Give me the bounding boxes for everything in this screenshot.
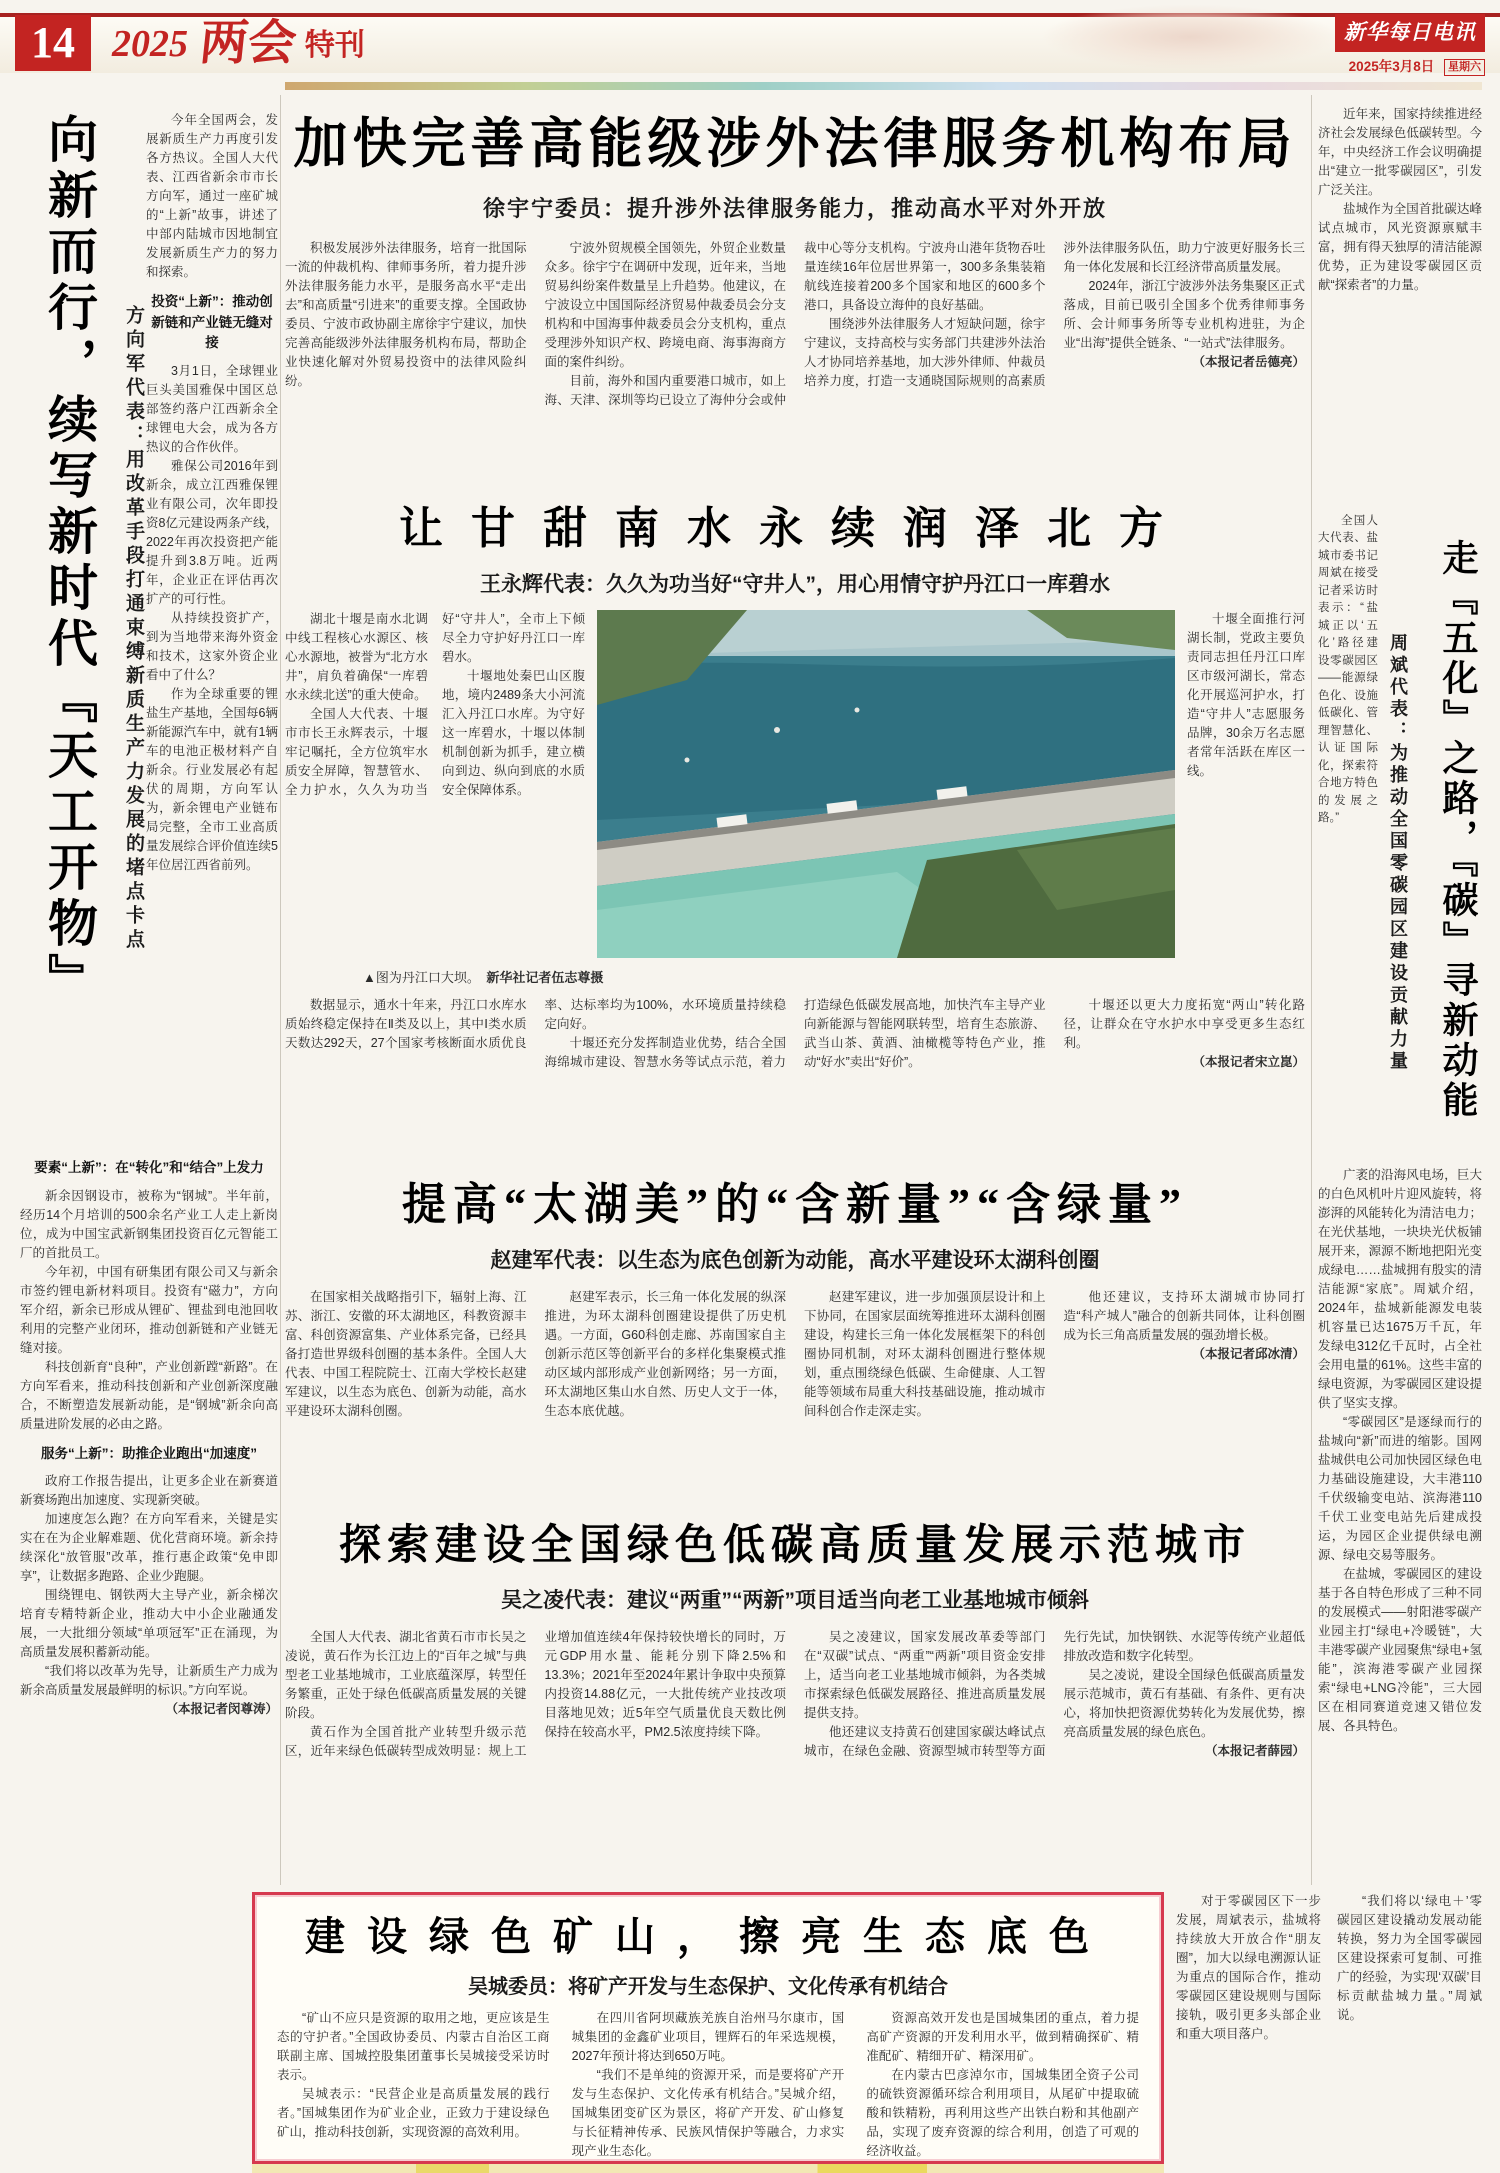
body-paragraph: 赵建军建议，进一步加强顶层设计和上下协同，在国家层面统筹推进环太湖科创圈建设，构建长三角一体化发展框架下的科创圈协同机制，对环太湖科创圈进行整体规划，重点围绕绿色低碳、生命健康、人工智能等领域布局重大科技基础设施，推动城市间科创合作走深走实。 [804,1290,1046,1418]
article-zerocarbon-narrow-column [1318,513,1378,1158]
article-water-middle [285,610,1305,962]
article-xinyu [20,95,278,1885]
caption-credit: 新华社记者伍志尊摄 [486,970,604,985]
body-paragraph: 在内蒙古巴彦淖尔市，国城集团全资子公司的硫铁资源循环综合利用项目，从尾矿中提取硫酸和铁精粉，再利用这些产出铁白粉和其他副产品，实现了废弃资源的综合利用，创造了可观的经济收益。 [866,2068,1139,2158]
edition-lianghui: 两会 [197,17,300,70]
column-rule-left [280,95,281,1885]
article-legal-body [285,239,1305,501]
weekday-badge: 星期六 [1444,59,1485,76]
body-paragraph: 在国家相关战略指引下，辐射上海、江苏、浙江、安徽的环太湖地区，科教资源丰富、科创资源富集、产业体系完备，已经具备打造世界级科创圈的基本条件。全国人大代表、中国工程院院士、江南大学校长赵建军建议，以生态为底色、创新为动能，高水平建设环太湖科创圈。 [285,1290,527,1418]
article-mine-subhead: 吴城委员：将矿产开发与生态保护、文化传承有机结合 [468,1976,948,1998]
bottom-decorative-strip [252,2164,1164,2173]
body-paragraph: 近年来，国家持续推进经济社会发展绿色低碳转型。今年，中央经济工作会议明确提出“建立一批零碳园区”，引发广泛关注。 [1318,107,1482,197]
body-paragraph: “我们不是单纯的资源开采，而是要将矿产开发与生态保护、文化传承有机结合。”吴城介绍，国城集团变矿区为景区，将矿产开发、矿山修复与长征精神传承、民族风情保护等融合，力求实现产业生态化。 [571,2068,845,2158]
article-mine-body [277,2009,1139,2167]
body-paragraph: 全国人大代表、盐城市委书记周斌在接受记者采访时表示：“盐城正以‘五化’路径建设零碳园区——能源绿色化、设施低碳化、管理智慧化、认证国际化，探索符合地方特色的发展之路。” [1318,515,1378,824]
photo-caption [285,968,1305,988]
body-paragraph: 十堰还充分发挥制造业优势，结合全国海绵城市建设、智慧水务等试点示范，着力打造绿色低碳发展高地，加快汽车主导产业向新能源与智能网联转型，培育生态旅游、武当山茶、黄酒、油橄榄等特色产业，推动“好水”卖出“好价”。 [544,997,1046,1069]
body-paragraph: 2024年，浙江宁波涉外法务集聚区正式落成，目前已吸引全国多个优秀律师事务所、会计师事务所等专业机构进驻，为企业“出海”提供全链条、“一站式”法律服务。 [1063,279,1305,350]
body-paragraph: 广袤的沿海风电场，巨大的白色风机叶片迎风旋转，将澎湃的风能转化为清洁电力；在光伏基地，一块块光伏板铺展开来，源源不断地把阳光变成绿电……盐城拥有殷实的清洁能源“家底”。周斌介绍，2024年，盐城新能源发电装机容量已达1675万千瓦，年发绿电312亿千瓦时，占全社会用电量的61%。这些丰富的绿电资源，为零碳园区建设提供了坚实支撑。 [1318,1168,1482,1410]
body-paragraph: 今年初，中国有研集团有限公司又与新余市签约锂电新材料项目。投资有“磁力”，方向军介绍，新余已形成从锂矿、锂盐到电池回收利用的完整产业闭环，推动创新链和产业链无缝对接。 [20,1264,278,1355]
body-paragraph: “零碳园区”是逐绿而行的盐城向“新”而进的缩影。国网盐城供电公司加快园区绿色电力基础设施建设，大丰港110千伏级输变电站、滨海港110千伏工业变电站先后建成投运，为园区企业提供绿电溯源、绿电交易等服务。 [1318,1415,1482,1562]
section-subheading: 服务“上新”：助推企业跑出“加速度” [41,1445,257,1461]
reporter-attribution: （本报记者岳德亮） [1192,355,1305,369]
article-taihu [285,1168,1305,1506]
article-green-mine-box [252,1892,1164,2164]
page-number: 14 [15,15,91,71]
article-green-city-subhead: 吴之凌代表：建议“两重”“两新”项目适当向老工业基地城市倾斜 [501,1589,1089,1612]
body-paragraph: 吴城表示：“民营企业是高质量发展的践行者。”国城集团作为矿业企业，正致力于建设绿色矿山，推动科技创新，实现资源的高效利用。 [277,2087,550,2139]
body-paragraph: 科技创新育“良种”，产业创新蹚“新路”。在方向军看来，推动科技创新和产业创新深度融合，不断塑造发展新动能，是“钢城”新余向高质量进阶发展的必由之路。 [20,1359,278,1431]
article-xinyu-body-col1 [146,95,278,1140]
body-paragraph: 加速度怎么跑？在方向军看来，关键是实实在在为企业解难题、优化营商环境。新余持续深化“放管服”改革，推行惠企政策“免申即享”，让数据多跑路、企业少跑腿。 [20,1512,278,1584]
article-xinyu-top [20,95,278,1140]
reporter-attribution: （本报记者闵尊涛） [165,1702,278,1717]
body-paragraph: 新余因钢设市，被称为“钢城”。半年前，经历14个月培训的500余名产业工人走上新岗位，成为中国宝武新钢集团投资百亿元智能工厂的首批员工。 [20,1188,278,1260]
column-rule-right [1311,95,1312,1885]
article-water-lower-body [285,996,1305,1174]
reporter-attribution: （本报记者邱冰清） [1192,1347,1305,1361]
body-paragraph: 资源高效开发也是国城集团的重点，着力提高矿产资源的开发利用水平，做到精确探矿、精准配矿、精细开矿、精深用矿。 [866,2011,1139,2063]
body-paragraph: 他还建议支持黄石创建国家碳达峰试点城市，在绿色金融、资源型城市转型等方面先行先试，加快钢铁、水泥等传统产业超低排放改造和数字化转型。 [804,1630,1305,1758]
article-zerocarbon [1318,95,1482,1885]
body-paragraph: 黄石作为全国首批产业转型升级示范区，近年来绿色低碳转型成效明显：规上工业增加值连续4年保持较快增长的同时，万元GDP用水量、能耗分别下降2.5%和13.3%；2021年至2024年累计争取中央预算内投资14.88亿元，一大批传统产业技改项目落地见效；近5年空气质量优良天数比例保持在较高水平，PM2.5浓度持续下降。 [285,1630,786,1758]
body-paragraph: 围绕锂电、钢铁两大主导产业，新余梯次培育专精特新企业，推动大中小企业融通发展，一大批细分领域“单项冠军”正在涌现，为高质量发展积蓄新动能。 [20,1588,278,1660]
body-paragraph: 宁波外贸规模全国领先，外贸企业数量众多。徐宇宁在调研中发现，近年来，当地贸易纠纷案件数量呈上升趋势。他建议，在宁波设立中国国际经济贸易仲裁委员会分支机构和中国海事仲裁委员会分支机构，重点受理涉外知识产权、跨境电商、海事海商方面的案件纠纷。 [544,241,786,369]
article-green-city [285,1512,1305,1884]
article-water-right-column [1187,610,1305,962]
edition-year: 2025 [112,23,188,65]
article-legal-headline: 加快完善高能级涉外法律服务机构布局 [293,114,1297,174]
article-zerocarbon-subhead: 周斌代表：为推动全国零碳园区建设贡献力量 [1388,633,1408,1073]
dam-photo-graphic [597,610,1175,958]
article-legal-subhead: 徐宇宁委员：提升涉外法律服务能力，推动高水平对外开放 [482,196,1107,221]
body-paragraph: “矿山不应只是资源的取用之地，更应该是生态的守护者。”全国政协委员、内蒙古自治区工商联副主席、国城控股集团董事长吴城接受采访时表示。 [277,2011,550,2082]
body-paragraph: 雅保公司2016年到新余，成立江西雅保锂业有限公司，次年即投资8亿元建设两条产线，2022年再次投资把产能提升到3.8万吨。近两年，企业正在评估再次扩产的可行性。 [146,458,278,606]
edition-suffix: 特刊 [304,29,365,62]
body-paragraph: 在四川省阿坝藏族羌族自治州马尔康市，国城集团的金鑫矿业项目，锂辉石的年采选规模，2027年预计将达到650万吨。 [571,2011,845,2063]
reporter-attribution: （本报记者薛园） [1204,1744,1305,1758]
body-paragraph: 3月1日，全球锂业巨头美国雅保中国区总部签约落户江西新余全球锂电大会，成为各方热议的合作伙伴。 [146,363,278,454]
article-taihu-headline: 提高“太湖美”的“含新量”“含绿量” [402,1180,1188,1229]
body-paragraph: 全国人大代表、十堰市市长王永辉表示，十堰牢记嘱托，全方位筑牢水质安全屏障，智慧管水、全力护水，久久为功当好“守井人”，全市上下倾尽全力守护好丹江口一库碧水。 [285,612,585,797]
body-paragraph: 积极发展涉外法律服务，培育一批国际一流的仲裁机构、律师事务所，着力提升涉外法律服务能力水平，是服务高水平“走出去”和高质量“引进来”的重要支撑。全国政协委员、宁波市政协副主席徐宇宁建议，加快完善高能级涉外法律服务机构布局，帮助企业快速化解对外贸易投资中的法律风险纠纷。 [285,241,527,388]
article-zerocarbon-headline: 走『五化』之路，『碳』寻新动能 [1438,539,1478,1121]
body-paragraph: 湖北十堰是南水北调中线工程核心水源区、核心水源地，被誉为“北方水井”，肩负着确保“一库碧水永续北送”的重大使命。 [285,612,428,702]
article-zerocarbon-intro [1318,95,1482,513]
date-text: 2025年3月8日 [1348,59,1435,74]
body-paragraph: 从持续投资扩产，到为当地带来海外资金和技术，这家外资企业看中了什么？ [146,610,278,682]
danjiangkou-dam-photo [597,610,1175,958]
body-paragraph: 对于零碳园区下一步发展，周斌表示，盐城将持续放大开放合作“朋友圈”，加大以绿电溯源认证为重点的国际合作，推动零碳园区建设规则与国际接轨，吸引更多头部企业和重大项目落户。 [1176,1894,1321,2041]
body-paragraph: 十堰还以更大力度拓宽“两山”转化路径，让群众在守水护水中享受更多生态红利。 [1063,997,1305,1050]
body-paragraph: 政府工作报告提出，让更多企业在新赛道新赛场跑出加速度、实现新突破。 [20,1474,278,1508]
body-paragraph: 十堰全面推行河湖长制，党政主要负责同志担任丹江口库区市级河湖长，常态化开展巡河护水，打造“守井人”志愿服务品牌，30余万名志愿者常年活跃在库区一线。 [1187,612,1305,778]
body-paragraph: 盐城作为全国首批碳达峰试点城市，风光资源禀赋丰富，拥有得天独厚的清洁能源优势，正为建设零碳园区贡献“探索者”的力量。 [1318,202,1482,292]
body-paragraph: “我们将以改革为先导，让新质生产力成为新余高质量发展最鲜明的标识。”方向军说。 [20,1664,278,1698]
decorative-gradient-rule [285,82,1482,90]
body-paragraph: 目前，海外和国内重要港口城市，如上海、天津、深圳等均已设立了海仲分会或仲裁中心等分支机构。宁波舟山港年货物吞吐量连续16年位居世界第一，300多条集装箱航线连接着200多个国家和地区的600多个港口，具备设立海仲的良好基础。 [544,241,1046,407]
article-xinyu-body-col2 [20,1140,278,1883]
article-legal-services [285,95,1305,485]
edition-title [112,18,365,70]
article-water-left-columns [285,610,585,962]
body-paragraph: 赵建军表示，长三角一体化发展的纵深推进，为环太湖科创圈建设提供了历史机遇。一方面，G60科创走廊、苏南国家自主创新示范区等创新平台的多样化集聚模式推动区域内部形成产业创新网络；另一方面，环太湖地区集山水自然、历史人文于一体，生态本底优越。 [544,1290,786,1418]
article-zerocarbon-middle [1318,513,1482,1158]
body-paragraph: 今年全国两会，发展新质生产力再度引发各方热议。全国人大代表、江西省新余市市长方向军，通过一座矿城的“上新”故事，讲述了中部内陆城市因地制宜发展新质生产力的努力和探索。 [146,113,278,279]
body-paragraph: 作为全球重要的锂盐生产基地，全国每6辆新能源汽车中，就有1辆车的电池正极材料产自新余。行业发展必有起伏的周期，方向军认为，新余锂电产业链布局完整，全市工业高质量发展综合评价值连续5年位居江西省前列。 [146,686,278,872]
article-xinyu-subhead: 方向军代表：用改革手段打通束缚新质生产力发展的堵点卡点 [123,305,144,953]
date-line [1265,55,1485,76]
article-taihu-body [285,1288,1305,1528]
section-subheading: 要素“上新”：在“转化”和“结合”上发力 [34,1160,264,1175]
body-paragraph: “我们将以‘绿电＋’零碳园区建设撬动发展动能转换，努力为全国零碳园区建设探索可复制、可推广的经验，为实现‘双碳’目标贡献盐城力量。”周斌说。 [1337,1894,1482,2022]
article-water [285,492,1305,1160]
article-mine-headline: 建设绿色矿山，擦亮生态底色 [305,1914,1111,1959]
masthead-logo: 新华每日电讯 [1335,14,1485,52]
article-green-city-headline: 探索建设全国绿色低碳高质量发展示范城市 [338,1521,1251,1568]
reporter-attribution: （本报记者宋立崑） [1192,1054,1305,1069]
body-paragraph: 吴之凌建议，国家发展改革委等部门在“双碳”试点、“两重”“两新”项目资金安排上，适当向老工业基地城市倾斜，为各类城市探索绿色低碳发展路径、推进高质量发展提供支持。 [804,1630,1046,1720]
article-green-city-body [285,1628,1305,1896]
body-paragraph: 他还建议，支持环太湖城市协同打造“科产城人”融合的创新共同体，让科创圈成为长三角高质量发展的强劲增长极。 [1063,1290,1305,1342]
article-water-headline: 让甘甜南水永续润泽北方 [399,504,1191,553]
body-paragraph: 在盐城，零碳园区的建设基于各自特色形成了三种不同的发展模式——射阳港零碳产业园主打“绿电+冷暖链”，大丰港零碳产业园聚焦“绿电+氢能”，滨海港零碳产业园探索“绿电+LNG冷能”，三大园区在相同赛道竞速又错位发展、各具特色。 [1318,1567,1482,1733]
body-paragraph: 全国人大代表、湖北省黄石市市长吴之凌说，黄石作为长江边上的“百年之城”与典型老工业基地城市，工业底蕴深厚，转型任务繁重，正处于绿色低碳高质量发展的关键阶段。 [285,1630,527,1720]
article-zerocarbon-footer [1176,1892,1482,2164]
section-subheading: 投资“上新”：推动创新链和产业链无缝对接 [151,294,273,351]
body-paragraph: 数据显示，通水十年来，丹江口水库水质始终稳定保持在Ⅱ类及以上，其中Ⅰ类水质天数达292天，27个国家考核断面水质优良率、达标率均为100%，水环境质量持续稳定向好。 [285,997,786,1050]
article-taihu-subhead: 赵建军代表：以生态为底色创新为动能，高水平建设环太湖科创圈 [490,1249,1100,1272]
article-water-subhead: 王永辉代表：久久为功当好“守井人”，用心用情守护丹江口一库碧水 [480,573,1110,596]
body-paragraph: 围绕涉外法律服务人才短缺问题，徐宇宁建议，支持高校与实务部门共建涉外法治人才协同培养基地，加大涉外律师、仲裁员培养力度，打造一支通晓国际规则的高素质涉外法律服务队伍，助力宁波更好服务长三角一体化发展和长江经济带高质量发展。 [804,241,1305,388]
body-paragraph: 十堰地处秦巴山区腹地，境内2489条大小河流汇入丹江口水库。为守好这一库碧水，十堰以体制机制创新为抓手，建立横向到边、纵向到底的水质安全保障体系。 [442,669,585,797]
body-paragraph: 吴之凌说，建设全国绿色低碳高质量发展示范城市，黄石有基础、有条件、更有决心，将加快把资源优势转化为发展优势，擦亮高质量发展的绿色底色。 [1063,1668,1305,1739]
article-zerocarbon-body [1318,1158,1482,1886]
article-xinyu-headline: 向新而行，续写新时代『天工开物』 [41,113,97,1009]
caption-text: ▲图为丹江口大坝。 [363,970,474,985]
